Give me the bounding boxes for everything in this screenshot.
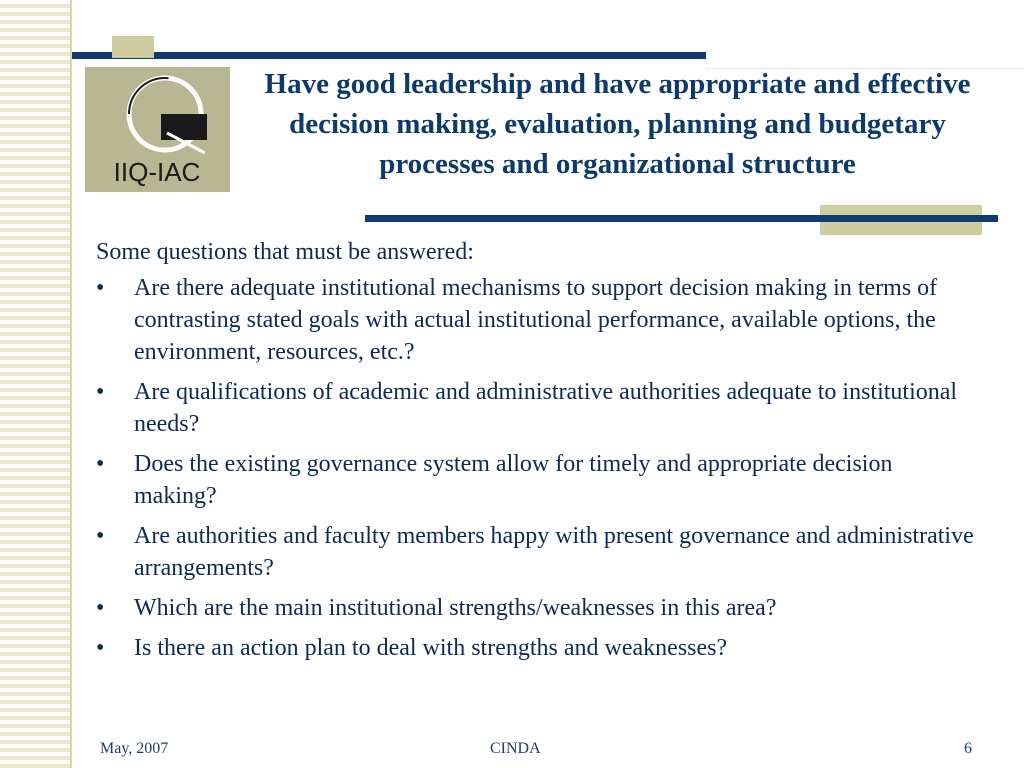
left-stripe-decoration [0,0,72,768]
slide-body [96,236,976,672]
bullet-icon: • [96,379,105,405]
page-number: 6 [964,740,972,757]
list-item-text: Are authorities and faculty members happy with present governance and administrative arrangements? [134,523,974,581]
bullet-icon: • [96,451,105,477]
bullet-icon: • [96,635,105,661]
list-item [96,520,976,584]
list-item-text: Which are the main institutional strengths/weaknesses in this area? [134,595,777,621]
bullet-icon: • [96,275,105,301]
question-list [96,272,976,664]
logo-accent-square [112,36,154,58]
footer-organization: CINDA [490,740,541,757]
list-item-text: Is there an action plan to deal with strengths and weaknesses? [134,635,728,661]
list-item [96,448,976,512]
list-item [96,592,976,624]
list-item-text: Does the existing governance system allow for timely and appropriate decision making? [134,451,893,509]
intro-text: Some questions that must be answered: [96,239,474,265]
list-item [96,376,976,440]
slide-title: Have good leadership and have appropriate and effective decision making, evaluation, planning and budgetary processes and organizational structure [264,68,971,180]
bullet-icon: • [96,523,105,549]
footer-date: May, 2007 [100,740,169,757]
logo-text: IIQ-IAC [113,157,201,187]
bottom-divider-bar [365,215,998,222]
list-item [96,272,976,368]
list-item-text: Are qualifications of academic and administrative authorities adequate to institutional needs? [134,379,958,437]
iiq-iac-logo-icon [85,67,230,192]
list-item [96,632,976,664]
top-divider-bar [72,52,706,59]
list-item-text: Are there adequate institutional mechanisms to support decision making in terms of contrasting stated goals with actual institutional performance, available options, the environment, resources, etc.? [134,275,938,365]
bullet-icon: • [96,595,105,621]
